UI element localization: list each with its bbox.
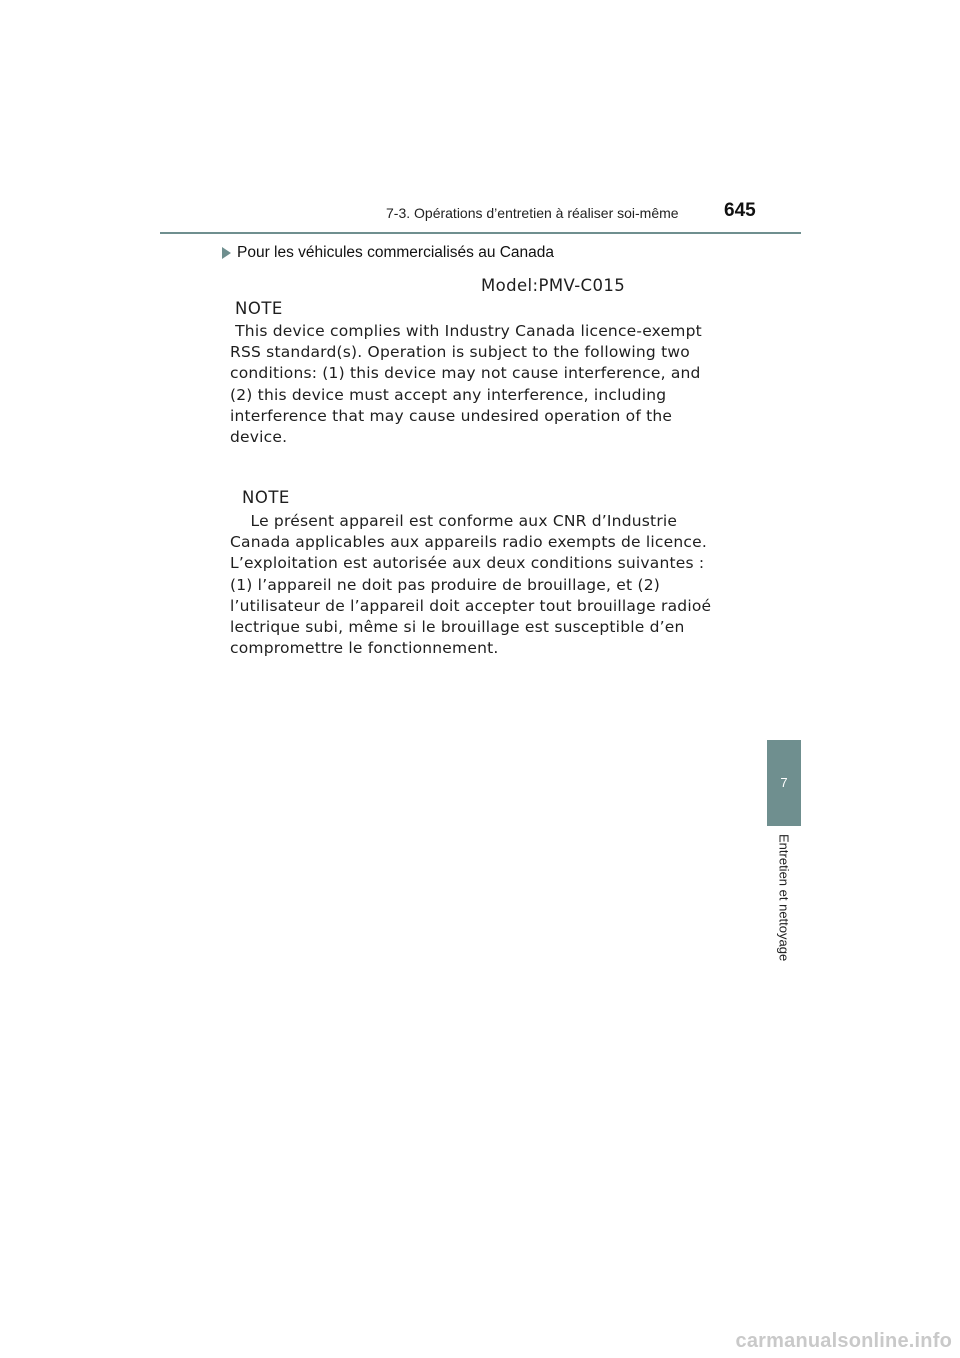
subheading-text: Pour les véhicules commercialisés au Canada: [237, 244, 555, 261]
french-line: compromettre le fonctionnement.: [230, 639, 499, 658]
english-line: (2) this device must accept any interference, including: [230, 385, 667, 404]
chapter-label: [766, 834, 802, 962]
french-line: lectrique subi, même si le brouillage est susceptible d’en: [230, 618, 685, 637]
english-line: This device complies with Industry Canada licence-exempt: [230, 322, 702, 340]
chapter-label-text: Entretien et nettoyage: [776, 834, 792, 962]
triangle-bullet-icon: [222, 247, 231, 259]
english-line: device.: [230, 428, 288, 447]
english-line: RSS standard(s). Operation is subject to the following two: [230, 343, 690, 362]
french-line: Le présent appareil est conforme aux CNR d’Industrie: [230, 512, 678, 530]
french-line: l’utilisateur de l’appareil doit accepter tout brouillage radioé: [230, 596, 712, 615]
watermark: carmanualsonline.info: [735, 1330, 952, 1352]
french-line: L’exploitation est autorisée aux deux conditions suivantes :: [230, 554, 705, 573]
section-header: 7-3. Opérations d’entretien à réaliser soi-même: [386, 205, 679, 221]
english-line: interference that may cause undesired operation of the: [230, 406, 673, 425]
english-note-text: [230, 321, 728, 448]
french-line: (1) l’appareil ne doit pas produire de brouillage, et (2): [230, 575, 660, 594]
page-number: 645: [724, 200, 756, 221]
english-note-heading: NOTE: [235, 299, 283, 318]
header-rule: [160, 232, 801, 234]
french-note-heading: NOTE: [242, 488, 290, 507]
french-note-text: [230, 511, 728, 659]
french-line: Canada applicables aux appareils radio exempts de licence.: [230, 533, 708, 552]
chapter-number: 7: [780, 775, 788, 790]
model-number: Model:PMV-C015: [481, 276, 626, 295]
compliance-label-image: [228, 272, 728, 667]
chapter-tab: [767, 740, 801, 826]
subheading: [222, 244, 554, 262]
english-line: conditions: (1) this device may not cause interference, and: [230, 364, 701, 383]
